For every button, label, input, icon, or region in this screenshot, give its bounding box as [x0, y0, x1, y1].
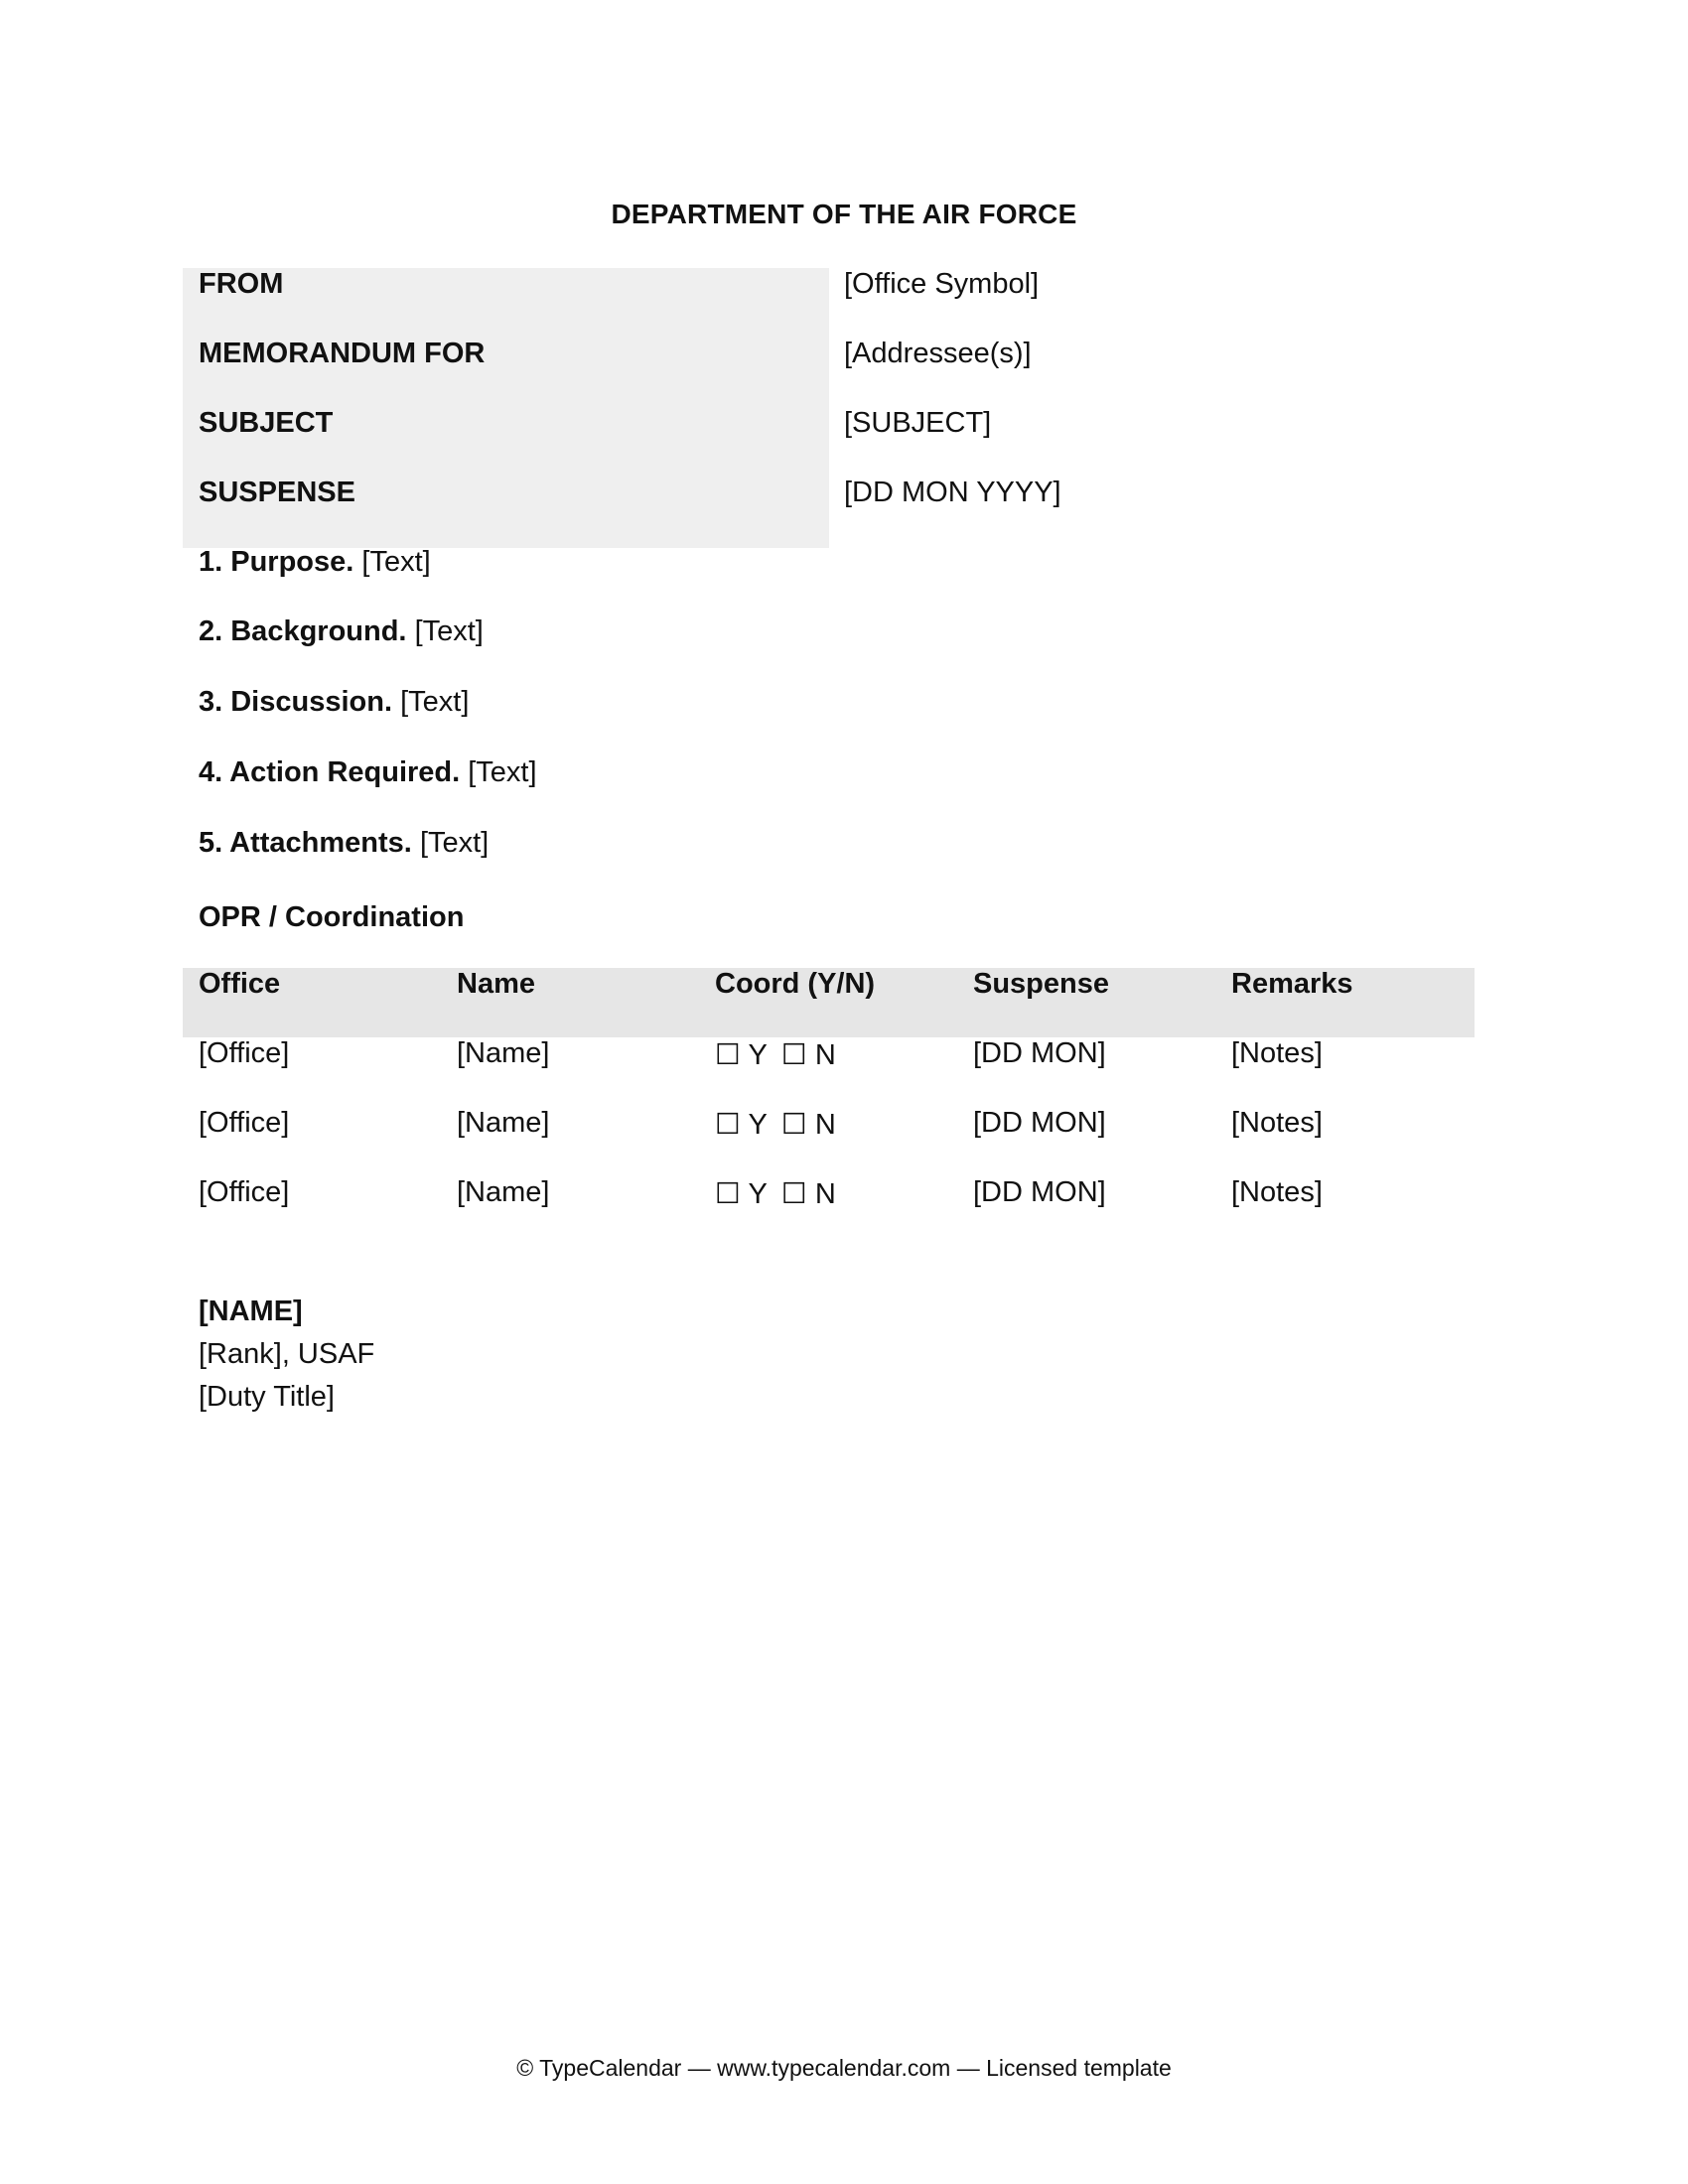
paragraph-label: 5. Attachments. [199, 827, 412, 859]
table-row [183, 1037, 1475, 1107]
table-header-row [183, 968, 1475, 1037]
header-row-subject [0, 407, 1688, 477]
column-header-coord: Coord (Y/N) [715, 968, 876, 1000]
from-value: [Office Symbol] [844, 268, 1040, 300]
paragraph-label: 4. Action Required. [199, 756, 461, 788]
memorandum-for-label: MEMORANDUM FOR [199, 338, 486, 369]
coord-no-checkbox[interactable]: ☐ N [780, 1109, 836, 1141]
coord-no-checkbox[interactable]: ☐ N [780, 1178, 836, 1210]
signature-duty-title: [Duty Title] [199, 1381, 335, 1413]
paragraph-label: 2. Background. [199, 615, 407, 647]
document-title: DEPARTMENT OF THE AIR FORCE [611, 199, 1077, 229]
suspense-cell: [DD MON] [973, 1107, 1106, 1139]
office-cell: [Office] [199, 1176, 290, 1208]
coord-cell [715, 1037, 836, 1072]
suspense-value: [DD MON YYYY] [844, 477, 1061, 508]
office-cell: [Office] [199, 1107, 290, 1139]
coord-yes-checkbox[interactable]: ☐ Y [715, 1039, 768, 1071]
paragraph-purpose [199, 546, 431, 579]
subject-label: SUBJECT [199, 407, 334, 439]
header-row-suspense [0, 477, 1688, 546]
signature-name: [NAME] [199, 1296, 303, 1327]
remarks-cell: [Notes] [1231, 1037, 1323, 1069]
table-row [183, 1176, 1475, 1246]
subject-value: [SUBJECT] [844, 407, 992, 439]
paragraph-text: [Text] [361, 546, 431, 578]
coord-yes-checkbox[interactable]: ☐ Y [715, 1109, 768, 1141]
suspense-label: SUSPENSE [199, 477, 355, 508]
name-cell: [Name] [457, 1107, 550, 1139]
coord-no-checkbox[interactable]: ☐ N [780, 1039, 836, 1071]
column-header-name: Name [457, 968, 535, 1000]
memorandum-for-value: [Addressee(s)] [844, 338, 1032, 369]
paragraph-text: [Text] [414, 615, 484, 647]
paragraph-text: [Text] [468, 756, 537, 788]
footer-license: © TypeCalendar — www.typecalendar.com — Licensed template [516, 2055, 1172, 2081]
signature-rank: [Rank], USAF [199, 1338, 375, 1370]
paragraph-text: [Text] [419, 827, 490, 859]
paragraph-background [199, 615, 484, 648]
suspense-cell: [DD MON] [973, 1176, 1106, 1208]
remarks-cell: [Notes] [1231, 1176, 1323, 1208]
paragraph-discussion [199, 686, 469, 719]
name-cell: [Name] [457, 1037, 550, 1069]
coord-cell [715, 1176, 836, 1211]
office-cell: [Office] [199, 1037, 290, 1069]
paragraph-action-required [199, 756, 537, 789]
from-label: FROM [199, 268, 284, 300]
name-cell: [Name] [457, 1176, 550, 1208]
coordination-table [183, 968, 1475, 1246]
header-row-memorandum-for [0, 338, 1688, 407]
signature-block [199, 1291, 374, 1419]
paragraph-text: [Text] [400, 686, 470, 718]
paragraph-label: 1. Purpose. [199, 546, 354, 578]
coord-cell [715, 1107, 836, 1142]
coordination-heading: OPR / Coordination [199, 901, 465, 933]
coord-yes-checkbox[interactable]: ☐ Y [715, 1178, 768, 1210]
paragraph-label: 3. Discussion. [199, 686, 393, 718]
header-row-from [0, 268, 1688, 338]
remarks-cell: [Notes] [1231, 1107, 1323, 1139]
paragraph-attachments [199, 827, 489, 860]
column-header-remarks: Remarks [1231, 968, 1353, 1000]
column-header-suspense: Suspense [973, 968, 1109, 1000]
suspense-cell: [DD MON] [973, 1037, 1106, 1069]
column-header-office: Office [199, 968, 281, 1000]
table-row [183, 1107, 1475, 1176]
